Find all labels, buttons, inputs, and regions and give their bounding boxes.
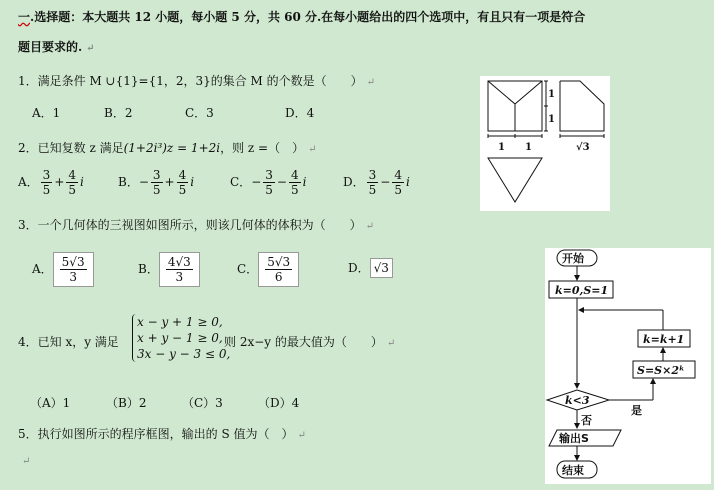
section-number: 一 bbox=[18, 10, 31, 24]
three-view-svg bbox=[480, 76, 610, 211]
update-k-label: k=k+1 bbox=[643, 333, 685, 346]
init-label: k=0,S=1 bbox=[555, 284, 609, 297]
q2-stem: 2．已知复数 z 满足(1+2i³)z = 1+2i，则 z =（ ） ↵ bbox=[18, 141, 317, 155]
q3-option-a: A． $\frac{5√3}{3}$ bbox=[32, 252, 94, 287]
update-s-label: S=S×2ᵏ bbox=[637, 364, 685, 377]
dim-width-left: 1 bbox=[498, 142, 505, 153]
q1-option-d: D．4 bbox=[285, 106, 315, 120]
q4-option-c: （C）3 bbox=[182, 396, 223, 410]
dim-height-bottom: 1 bbox=[548, 114, 555, 125]
q2-option-d: D． $\frac{3}{5}$ − $\frac{4}{5}$ i bbox=[343, 168, 410, 197]
top-view bbox=[488, 158, 542, 202]
q1-option-c: C．3 bbox=[185, 106, 214, 120]
q4-stem-b: 则 2x−y 的最大值为（ ） ↵ bbox=[224, 335, 396, 349]
q2-equation: (1+2i³)z = 1+2i bbox=[123, 141, 221, 155]
dim-height-top: 1 bbox=[548, 89, 555, 100]
q3-option-d: D． √3 bbox=[348, 258, 393, 278]
q1-option-b: B．2 bbox=[104, 106, 133, 120]
q3-stem: 3．一个几何体的三视图如图所示，则该几何体的体积为（ ） ↵ bbox=[18, 218, 375, 232]
q4-option-a: （A）1 bbox=[30, 396, 71, 410]
q2-option-c: C．− $\frac{3}{5}$ − $\frac{4}{5}$ i bbox=[230, 168, 307, 197]
q3-option-c: C． $\frac{5√3}{6}$ bbox=[237, 252, 299, 287]
q1-stem: 1．满足条件 M ∪{1}={1，2，3}的集合 M 的个数是（ ） ↵ bbox=[18, 74, 376, 88]
condition-label: k<3 bbox=[565, 394, 590, 407]
yes-label: 是 bbox=[631, 404, 642, 417]
flowchart-figure bbox=[545, 248, 711, 484]
q4-option-d: （D）4 bbox=[258, 396, 300, 410]
section-header bbox=[18, 8, 585, 25]
q4-inequality-system: x − y + 1 ≥ 0, x + y − 1 ≥ 0, 3x − y − 3 ≤ 0, bbox=[132, 314, 230, 362]
q4-option-b: （B）2 bbox=[106, 396, 147, 410]
flowchart-svg bbox=[545, 248, 711, 484]
output-label: 输出S bbox=[559, 432, 589, 445]
q2-option-b: B．− $\frac{3}{5}$ + $\frac{4}{5}$ i bbox=[118, 168, 195, 197]
start-label: 开始 bbox=[562, 252, 584, 265]
no-label: 否 bbox=[581, 414, 592, 427]
three-view-figure bbox=[480, 76, 610, 211]
q4-stem-a: 4．已知 x，y 满足 bbox=[18, 335, 119, 349]
q3-option-b: B． $\frac{4√3}{3}$ bbox=[138, 252, 200, 287]
empty-paragraph-mark: ↵ bbox=[22, 456, 31, 467]
end-label: 结束 bbox=[562, 464, 584, 477]
dim-width-right: 1 bbox=[525, 142, 532, 153]
dim-side-width: √3 bbox=[576, 142, 590, 153]
side-view bbox=[560, 81, 604, 131]
section-title-line2: 题目要求的. ↵ bbox=[18, 40, 95, 54]
q2-option-a: A． $\frac{3}{5}$ + $\frac{4}{5}$ i bbox=[18, 168, 84, 197]
q1-option-a: A．1 bbox=[32, 106, 61, 120]
q5-stem: 5．执行如图所示的程序框图，输出的 S 值为（ ） ↵ bbox=[18, 427, 306, 441]
section-title: .选择题：本大题共 12 小题，每小题 5 分，共 60 分.在每小题给出的四个选项中，有且只有一项是符合 bbox=[30, 10, 586, 24]
